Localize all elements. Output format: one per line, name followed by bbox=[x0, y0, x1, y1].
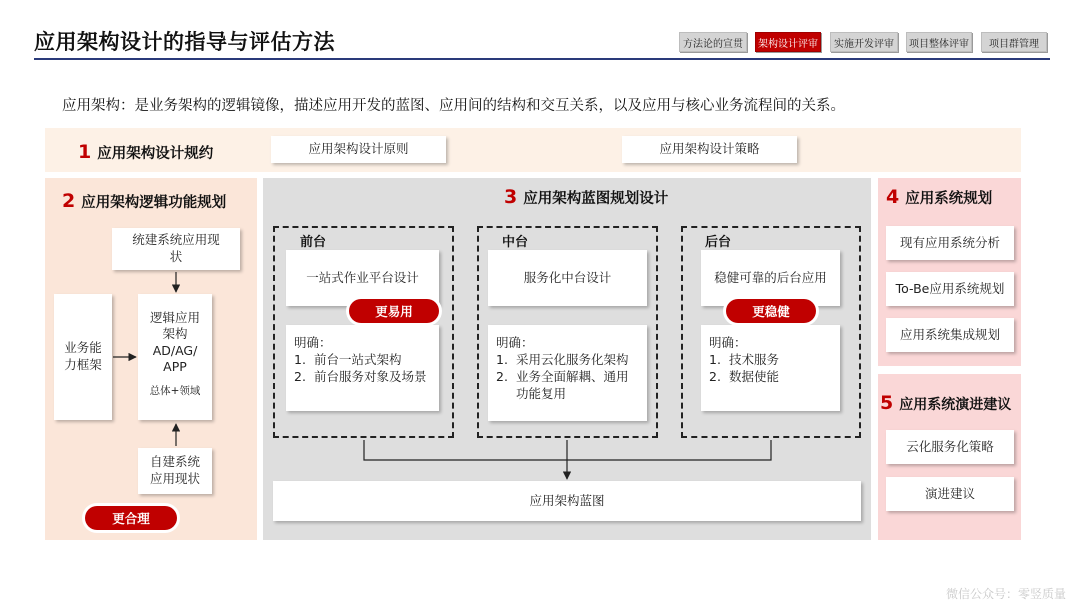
middle-detail-title: 明确： bbox=[496, 335, 534, 350]
front-zone-label: 前台 bbox=[300, 235, 327, 250]
section-2-number: 2 bbox=[62, 190, 76, 212]
middle-platform-box: 服务化中台设计 bbox=[488, 250, 647, 306]
section-2-title-text: 应用架构逻辑功能规划 bbox=[81, 195, 227, 211]
section-4-number: 4 bbox=[886, 186, 900, 208]
section-1-number: 1 bbox=[78, 141, 92, 163]
more-robust-badge: 更稳健 bbox=[726, 299, 816, 323]
business-capability-box: 业务能力框架 bbox=[54, 294, 112, 420]
front-detail-item-1: 前台一站式架构 bbox=[314, 351, 402, 367]
logical-app-line-3: AD/AG/ bbox=[152, 342, 198, 358]
system-integration-plan-box: 应用系统集成规划 bbox=[886, 318, 1014, 352]
section-5-title-text: 应用系统演进建议 bbox=[899, 397, 1012, 413]
tab-methodology[interactable]: 方法论的宣贯 bbox=[679, 32, 747, 52]
design-principles-box: 应用架构设计原则 bbox=[271, 136, 446, 163]
back-zone-label: 后台 bbox=[705, 235, 732, 250]
section-3-number: 3 bbox=[504, 186, 518, 208]
back-detail-item-1: 技术服务 bbox=[729, 351, 780, 367]
current-system-analysis-box: 现有应用系统分析 bbox=[886, 226, 1014, 260]
middle-detail-box: 明确： 1. 采用云化服务化架构 2. 业务全面解耦、通用功能复用 bbox=[488, 325, 647, 421]
tab-project-review[interactable]: 项目整体评审 bbox=[906, 32, 972, 52]
easier-to-use-badge: 更易用 bbox=[349, 299, 439, 323]
logical-app-scope: 总体+领域 bbox=[149, 385, 201, 397]
logical-app-line-1: 逻辑应用 bbox=[149, 310, 200, 325]
middle-detail-item-1: 采用云化服务化架构 bbox=[516, 351, 629, 367]
section-4-title bbox=[886, 186, 992, 208]
back-platform-box: 稳健可靠的后台应用 bbox=[701, 250, 840, 306]
middle-zone-label: 中台 bbox=[502, 235, 529, 250]
more-reasonable-badge: 更合理 bbox=[85, 506, 177, 530]
blueprint-box: 应用架构蓝图 bbox=[273, 481, 861, 521]
intro-text: 应用架构：是业务架构的逻辑镜像，描述应用开发的蓝图、应用间的结构和交互关系，以及应用与核心业务流程间的关系。 bbox=[62, 98, 845, 114]
back-detail-item-2: 数据使能 bbox=[729, 368, 780, 384]
front-platform-box: 一站式作业平台设计 bbox=[286, 250, 439, 306]
logical-app-line-4: APP bbox=[163, 358, 187, 374]
page-title: 应用架构设计的指导与评估方法 bbox=[34, 30, 335, 54]
section-3-title-text: 应用架构蓝图规划设计 bbox=[523, 191, 669, 207]
logical-app-line-2: 架构 bbox=[162, 326, 188, 342]
self-built-system-box: 自建系统应用现状 bbox=[138, 448, 212, 494]
back-detail-box: 明确： 1. 技术服务 2. 数据使能 bbox=[701, 325, 840, 411]
unified-system-box: 统建系统应用现状 bbox=[112, 228, 240, 270]
cloud-service-strategy-box: 云化服务化策略 bbox=[886, 430, 1014, 464]
tab-implementation-review[interactable]: 实施开发评审 bbox=[830, 32, 898, 52]
design-strategy-box: 应用架构设计策略 bbox=[622, 136, 797, 163]
front-detail-box: 明确： 1. 前台一站式架构 2. 前台服务对象及场景 bbox=[286, 325, 439, 411]
front-detail-item-2: 前台服务对象及场景 bbox=[314, 368, 427, 384]
section-5-number: 5 bbox=[880, 392, 894, 414]
tab-architecture-review[interactable]: 架构设计评审 bbox=[755, 32, 821, 52]
back-detail-title: 明确： bbox=[709, 335, 747, 350]
middle-detail-item-2: 业务全面解耦、通用功能复用 bbox=[516, 368, 629, 401]
evolution-advice-box: 演进建议 bbox=[886, 477, 1014, 511]
section-1-title-text: 应用架构设计规约 bbox=[97, 146, 214, 162]
front-detail-title: 明确： bbox=[294, 335, 332, 350]
tobe-system-plan-box: To-Be应用系统规划 bbox=[886, 272, 1014, 306]
watermark: 微信公众号：零竖质量 bbox=[945, 587, 1066, 601]
section-5-title bbox=[880, 392, 1011, 414]
section-4-title-text: 应用系统规划 bbox=[905, 191, 993, 207]
tab-program-management[interactable]: 项目群管理 bbox=[981, 32, 1047, 52]
